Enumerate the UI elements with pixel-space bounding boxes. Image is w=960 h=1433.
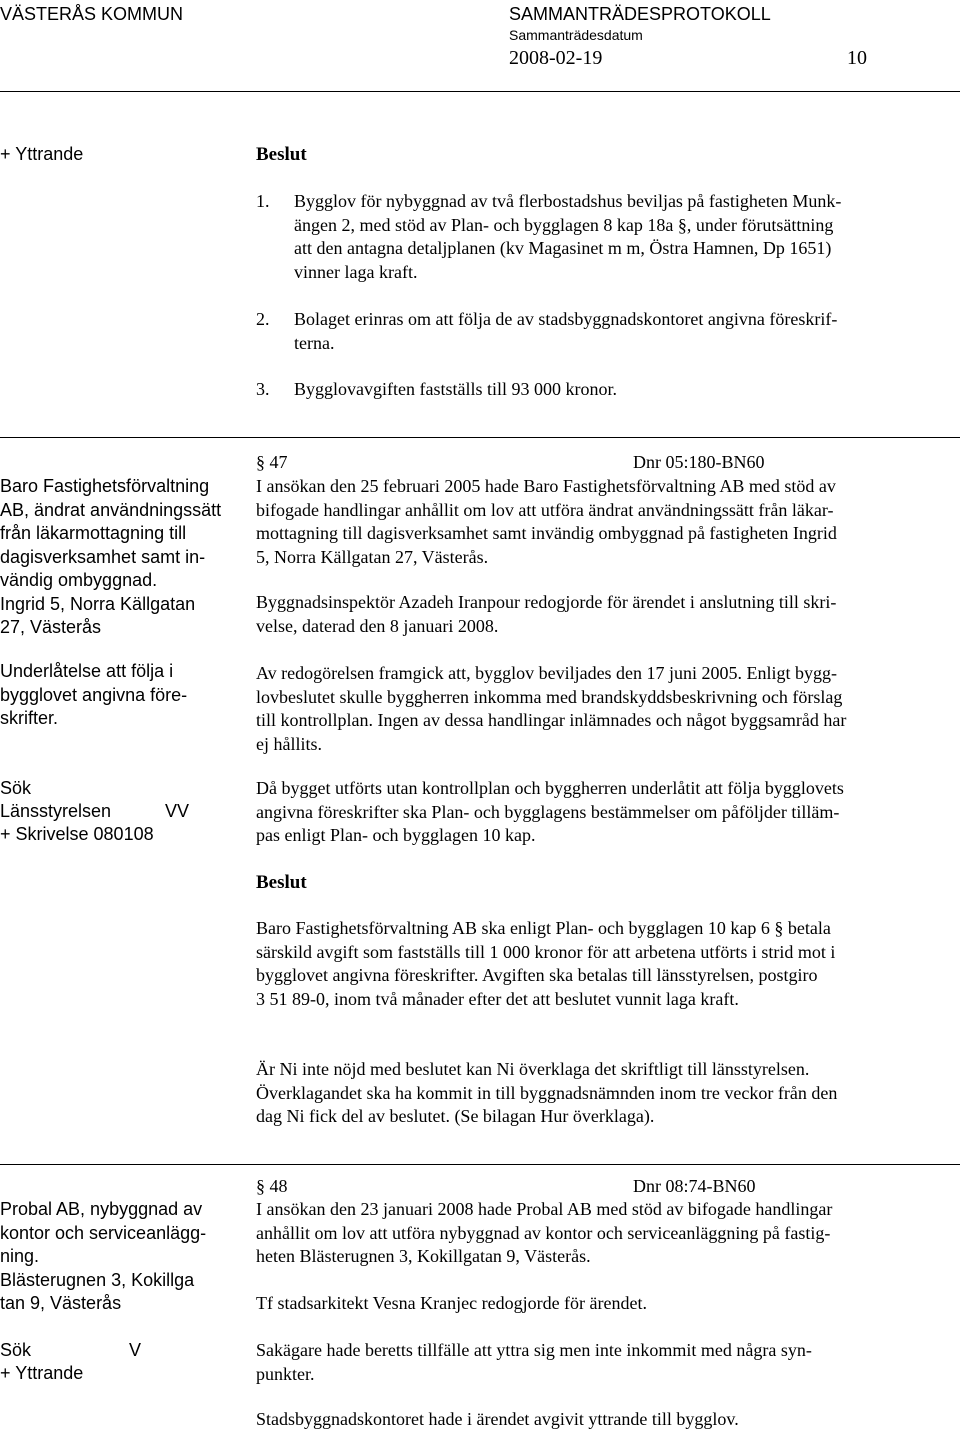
body-paragraph: Av redogörelsen framgick att, bygglov beviljades den 17 juni 2005. Enligt bygg- lovbeslutet skulle byggherren inkomma med brandskyddsbeskrivning och förslag till kontrollplan. Ingen av dessa handlingar inlämnades och något byggsamråd har ej hållits.	[256, 663, 847, 754]
decision-heading: Beslut	[256, 872, 307, 893]
case-number: Dnr 05:180-BN60	[633, 452, 765, 472]
distribution-recipient-code: VV	[165, 801, 190, 821]
case-subject: Underlåtelse att följa i bygglovet angivna före- skrifter.	[0, 661, 188, 728]
decision-item-2: 2. Bolaget erinras om att följa de av stadsbyggnadskontoret angivna föreskrif- terna.	[256, 309, 838, 353]
body-paragraph: Sakägare hade beretts tillfälle att yttra sig men inte inkommit med några syn- punkter.	[256, 1340, 812, 1384]
document-type: SAMMANTRÄDESPROTOKOLL	[509, 4, 771, 24]
body-paragraph: I ansökan den 25 februari 2005 hade Baro Fastighetsförvaltning AB med stöd av bifogade handlingar anhållit om lov att utföra ändrat användningssätt från läkar- mottagning till dagisverksamhet samt invändig ombyggnad på fastigheten Ingrid 5, Norra Källgatan 27, Västerås.	[256, 476, 837, 567]
body-paragraph: Byggnadsinspektör Azadeh Iranpour redogjorde för ärendet i anslutning till skri- velse, daterad den 8 januari 2008.	[256, 592, 837, 636]
meeting-date-label: Sammanträdesdatum	[509, 27, 643, 43]
case-title: Baro Fastighetsförvaltning AB, ändrat användningssätt från läkarmottagning till dagisverksamhet samt in- vändig ombyggnad. Ingrid 5, Norra Källgatan 27, Västerås	[0, 476, 222, 637]
distribution-recipient: Länsstyrelsen	[0, 801, 112, 821]
case-title: Probal AB, nybyggnad av kontor och serviceanlägg- ning. Blästerugnen 3, Kokillga tan 9, Västerås	[0, 1199, 207, 1313]
decision-heading: Beslut	[256, 144, 307, 165]
distribution-applicant-code: V	[129, 1340, 142, 1360]
item-number: 1.	[256, 191, 270, 211]
body-paragraph: I ansökan den 23 januari 2008 hade Probal AB med stöd av bifogade handlingar anhållit om lov att utföra nybyggnad av kontor och serviceanläggning på fastig- heten Blästerugnen 3, Kokillgatan 9, Västerås.	[256, 1199, 833, 1266]
distribution-applicant: Sök	[0, 778, 32, 798]
body-paragraph: Tf stadsarkitekt Vesna Kranjec redogjorde för ärendet.	[256, 1293, 648, 1313]
section-divider	[0, 1164, 960, 1165]
distribution-writing: + Skrivelse 080108	[0, 824, 154, 844]
distribution-applicant: Sök	[0, 1340, 32, 1360]
page-number: 10	[847, 47, 867, 69]
organization-name: VÄSTERÅS KOMMUN	[0, 4, 184, 24]
item-number: 2.	[256, 309, 270, 329]
decision-item-3: 3. Bygglovavgiften fastställs till 93 000 kronor.	[256, 378, 617, 402]
decision-text: Baro Fastighetsförvaltning AB ska enligt Plan- och bygglagen 10 kap 6 § betala särskild avgift som fastställs till 1 000 kronor för att arbetena utförts i strid mot i bygglovet angivna föreskrifter. Avgiften ska betalas till länsstyrelsen, postgiro 3 51 89-0, inom två månader efter det att beslutet vunnit laga kraft.	[256, 918, 836, 1009]
item-number: 3.	[256, 379, 270, 399]
section-divider	[0, 437, 960, 438]
case-number: Dnr 08:74-BN60	[633, 1176, 756, 1196]
body-paragraph: Då bygget utförts utan kontrollplan och byggherren underlåtit att följa bygglovets angivna föreskrifter ska Plan- och bygglagens bestämmelser om påföljder tilläm- pas enligt Plan- och bygglagen 10 kap.	[256, 778, 844, 845]
left-note-statement: + Yttrande	[0, 144, 84, 164]
body-paragraph: Stadsbyggnadskontoret hade i ärendet avgivit yttrande till bygglov.	[256, 1409, 739, 1429]
header-divider	[0, 91, 960, 92]
meeting-date: 2008-02-19	[509, 47, 603, 69]
paragraph-number: § 47	[256, 452, 288, 472]
appeal-notice: Är Ni inte nöjd med beslutet kan Ni överklaga det skriftligt till länsstyrelsen. Överklagandet ska ha kommit in till byggnadsnämnden inom tre veckor från den dag Ni fick del av beslutet. (Se bilagan Hur överklaga).	[256, 1059, 838, 1126]
paragraph-number: § 48	[256, 1176, 288, 1196]
decision-item-1: 1. Bygglov för nybyggnad av två flerbostadshus beviljas på fastigheten Munk- ängen 2, med stöd av Plan- och bygglagen 8 kap 18a §, under förutsättning att den antagna detaljplanen (kv Magasinet m m, Östra Hamnen, Dp 1651) vinner laga kraft.	[256, 191, 842, 282]
distribution-statement: + Yttrande	[0, 1363, 84, 1383]
